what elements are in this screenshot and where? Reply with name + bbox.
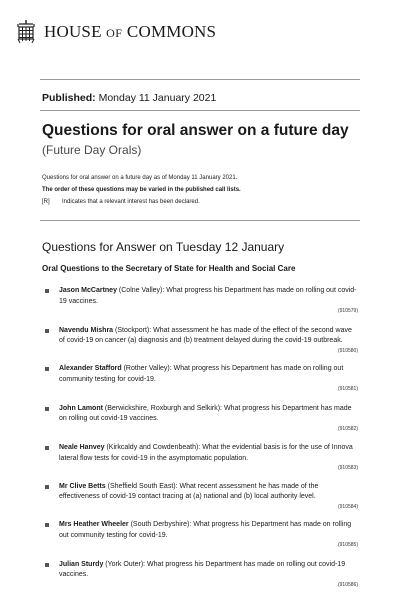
question-text: (South Derbyshire): What progress his Department has made on rolling out community testing for covid-19.	[59, 521, 352, 539]
intro-divider	[40, 220, 360, 221]
question-ref: (910584)	[337, 503, 358, 510]
mp-name: John Lamont	[59, 404, 103, 412]
page-title: Questions for oral answer on a future day	[42, 122, 349, 139]
published-line	[42, 92, 216, 104]
question-ref: (910579)	[337, 308, 358, 314]
question-item	[42, 286, 358, 317]
mp-name: Mrs Heather Wheeler	[59, 521, 129, 528]
question-ref: (910581)	[337, 386, 358, 392]
question-ref: (910580)	[337, 347, 358, 354]
mp-name: Neale Hanvey	[59, 444, 105, 451]
section-heading: Questions for Answer on Tuesday 12 January	[42, 240, 285, 254]
portcullis-icon	[16, 20, 36, 44]
question-ref: (910583)	[337, 465, 358, 471]
question-ref: (910585)	[337, 542, 358, 548]
question-item	[42, 443, 358, 474]
of-word: OF	[106, 26, 123, 40]
intro-notes	[42, 172, 241, 208]
question-item	[42, 482, 358, 513]
square-bullet-icon	[45, 485, 49, 489]
intro-flag-line	[42, 196, 241, 208]
question-text: (York Outer): What progress his Department has made on rolling out covid-19 vaccines.	[59, 560, 346, 578]
mp-name: Mr Clive Betts	[59, 482, 106, 490]
relevant-interest-flag: [R]	[42, 199, 50, 205]
question-ref: (910582)	[337, 425, 358, 432]
square-bullet-icon	[45, 446, 49, 450]
published-date: Monday 11 January 2021	[95, 92, 217, 104]
published-label: Published:	[42, 92, 96, 104]
intro-line-1: Questions for oral answer on a future day as of Monday 11 January 2021.	[42, 175, 238, 181]
question-text: (Colne Valley): What progress his Department has made on rolling out covid-19 vaccines.	[59, 287, 357, 305]
question-text: (Berwickshire, Roxburgh and Selkirk): What progress his Department has made on rolling out covid-19 vaccines.	[59, 404, 352, 422]
question-text: (Kirkcaldy and Cowdenbeath): What the evidential basis is for the use of Innova lateral flow tests for covid-19 in the asymptomatic population.	[59, 444, 353, 462]
house-name	[44, 22, 216, 42]
header-divider	[40, 79, 360, 80]
questions-list	[42, 286, 358, 590]
subsection-heading: Oral Questions to the Secretary of State for Health and Social Care	[42, 264, 296, 273]
square-bullet-icon	[45, 329, 49, 333]
question-item	[42, 326, 358, 357]
question-item	[42, 364, 358, 395]
relevant-interest-text: Indicates that a relevant interest has been declared.	[62, 199, 200, 205]
question-text: (Stockport): What assessment he has made of the effect of the second wave of covid-19 on cancer (a) diagnosis and (b) treatment delayed during the covid-19 outbreak.	[59, 326, 352, 344]
square-bullet-icon	[45, 407, 49, 411]
masthead	[16, 20, 216, 44]
page-subtitle: (Future Day Orals)	[42, 143, 142, 157]
mp-name: Navendu Mishra	[59, 326, 114, 334]
question-item	[42, 520, 358, 551]
square-bullet-icon	[45, 289, 49, 293]
mp-name: Jason McCartney	[59, 287, 117, 294]
question-ref: (910586)	[337, 581, 358, 588]
question-item	[42, 560, 358, 591]
mp-name: Alexander Stafford	[59, 365, 122, 372]
square-bullet-icon	[45, 563, 49, 567]
mp-name: Julian Sturdy	[59, 560, 104, 568]
question-text: (Sheffield South East): What recent assessment he has made of the effectiveness of covid-19 contact tracing at (a) national and (b) local authority level.	[59, 482, 319, 500]
question-item	[42, 404, 358, 435]
square-bullet-icon	[45, 367, 49, 371]
question-text: (Rother Valley): What progress his Department has made on rolling out community testing for covid-19.	[59, 365, 344, 383]
published-divider	[40, 110, 360, 111]
house-word: HOUSE	[44, 22, 102, 41]
commons-word: COMMONS	[126, 22, 217, 41]
square-bullet-icon	[45, 523, 49, 527]
intro-line-2: The order of these questions may be varied in the published call lists.	[42, 187, 241, 193]
